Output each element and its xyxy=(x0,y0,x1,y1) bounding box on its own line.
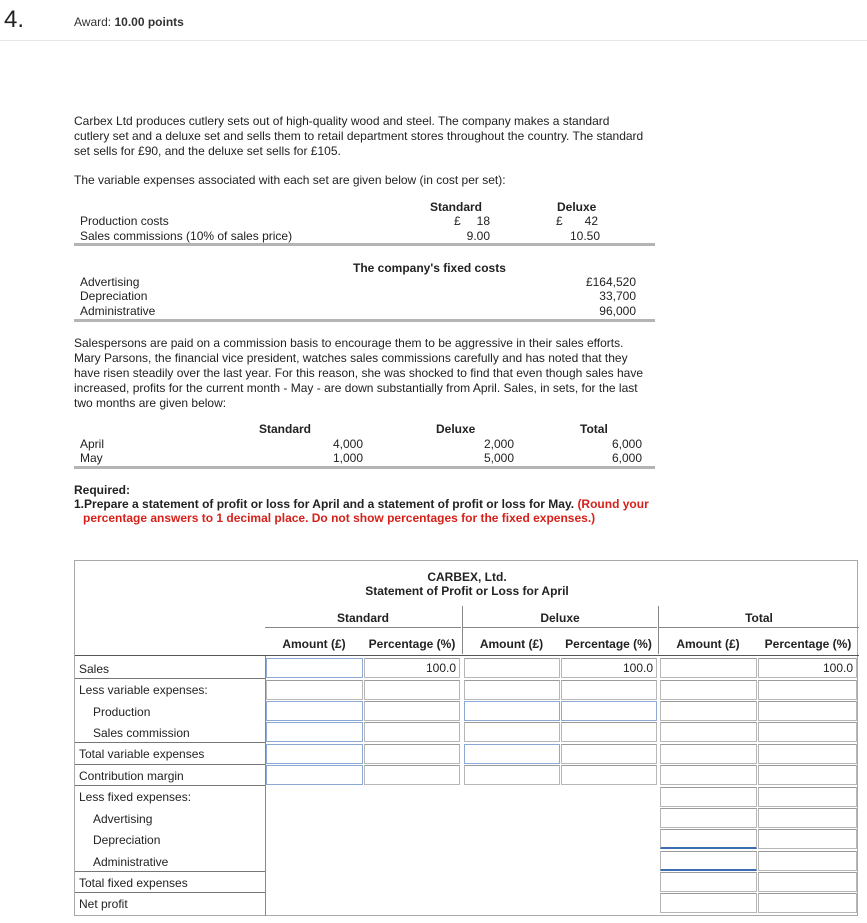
advertising-amount-total-input[interactable] xyxy=(660,808,757,828)
var-row-label: Production costs xyxy=(80,214,169,228)
sales-col-deluxe: Deluxe xyxy=(436,422,476,436)
row-label-less-variable: Less variable expenses: xyxy=(79,683,208,697)
contribution-amount-standard-input[interactable] xyxy=(266,765,363,785)
var-dlx-value: 10.50 xyxy=(569,229,600,243)
sales-col-standard: Standard xyxy=(259,422,312,436)
row-rule xyxy=(75,871,265,872)
group-standard: Standard xyxy=(336,611,389,625)
intro-paragraph xyxy=(74,114,643,159)
production-amount-standard-input[interactable] xyxy=(266,701,363,721)
row-rule xyxy=(75,892,265,893)
commission-amount-standard-input[interactable] xyxy=(266,722,363,742)
depreciation-amount-total-input[interactable] xyxy=(660,829,757,849)
col-amount-standard: Amount (£) xyxy=(282,637,346,651)
var-std-currency: £ xyxy=(454,214,461,228)
production-amount-deluxe-input[interactable] xyxy=(464,701,560,721)
total-fixed-amount-total-input[interactable] xyxy=(660,872,757,892)
blank-cell xyxy=(758,829,857,849)
group-underline xyxy=(463,627,657,628)
sales-total-value: 6,000 xyxy=(611,437,642,451)
production-percentage-standard-input[interactable] xyxy=(364,701,460,721)
contribution-percentage-total-input[interactable] xyxy=(758,765,857,785)
sales-dlx-value: 2,000 xyxy=(483,437,514,451)
blank-cell xyxy=(660,680,757,700)
intro-line-3: set sells for £90, and the deluxe set sells for £105. xyxy=(74,144,341,158)
total-variable-amount-standard-input[interactable] xyxy=(266,744,363,764)
blank-cell xyxy=(758,851,857,871)
total-variable-percentage-total-input[interactable] xyxy=(758,744,857,764)
sales-amount-standard-input[interactable] xyxy=(266,658,363,678)
required-heading: Required: xyxy=(74,483,131,497)
award-value: 10.00 points xyxy=(114,15,184,29)
col-percentage-deluxe: Percentage (%) xyxy=(565,637,652,651)
var-dlx-value: 42 xyxy=(584,214,598,228)
var-std-value: 18 xyxy=(476,214,490,228)
fixed-row-value: 33,700 xyxy=(599,289,636,303)
row-label-contribution-margin: Contribution margin xyxy=(79,769,184,783)
award-points xyxy=(74,15,184,29)
total-variable-percentage-deluxe-input[interactable] xyxy=(561,744,657,764)
commission-percentage-standard-input[interactable] xyxy=(364,722,460,742)
blank-cell xyxy=(660,787,757,807)
header-divider xyxy=(0,40,867,41)
total-variable-amount-deluxe-input[interactable] xyxy=(464,744,560,764)
sales-total-value: 6,000 xyxy=(611,451,642,465)
required-item-number: 1. xyxy=(74,497,85,511)
sales-paragraph-line: Mary Parsons, the financial vice president, watches sales commissions carefully and has noted that they xyxy=(74,351,628,365)
commission-percentage-deluxe-input[interactable] xyxy=(561,722,657,742)
blank-cell xyxy=(758,808,857,828)
contribution-amount-deluxe-input[interactable] xyxy=(464,765,560,785)
contribution-percentage-standard-input[interactable] xyxy=(364,765,460,785)
blank-cell xyxy=(758,872,857,892)
sales-paragraph-line: two months are given below: xyxy=(74,396,227,410)
sales-paragraph-line: have risen steadily over the last year. For this reason, she was shocked to find that even though sales have xyxy=(74,366,643,380)
net-profit-amount-total-input[interactable] xyxy=(660,893,757,913)
fixed-row-label: Administrative xyxy=(80,304,156,318)
sales-std-value: 4,000 xyxy=(332,437,363,451)
sales-percentage-total: 100.0 xyxy=(758,658,857,678)
sales-std-value: 1,000 xyxy=(332,451,363,465)
fixed-row-value: 96,000 xyxy=(599,304,636,318)
col-percentage-total: Percentage (%) xyxy=(764,637,852,651)
fixed-costs-title: The company's fixed costs xyxy=(353,261,506,275)
total-variable-amount-total-input[interactable] xyxy=(660,744,757,764)
statement-worksheet xyxy=(74,560,858,916)
row-label-sales: Sales xyxy=(79,662,110,676)
col-amount-deluxe: Amount (£) xyxy=(479,637,544,651)
group-total: Total xyxy=(745,611,773,625)
var-col-deluxe: Deluxe xyxy=(557,200,597,214)
blank-cell xyxy=(758,680,857,700)
statement-company: CARBEX, Ltd. xyxy=(427,570,507,584)
row-rule xyxy=(75,678,265,679)
fixed-row-label: Advertising xyxy=(80,275,140,289)
var-std-value: 9.00 xyxy=(466,229,490,243)
col-amount-total: Amount (£) xyxy=(676,637,740,651)
sales-percentage-deluxe: 100.0 xyxy=(561,658,657,678)
blank-cell xyxy=(266,680,363,700)
group-underline xyxy=(265,627,461,628)
fixed-row-value: £164,520 xyxy=(585,275,636,289)
fixed-row-label: Depreciation xyxy=(80,289,148,303)
statement-title: Statement of Profit or Loss for April xyxy=(365,584,569,598)
blank-cell xyxy=(464,680,560,700)
var-row-label: Sales commissions (10% of sales price) xyxy=(80,229,293,243)
intro-line-1: Carbex Ltd produces cutlery sets out of high-quality wood and steel. The company makes a standard xyxy=(74,114,610,128)
commission-amount-deluxe-input[interactable] xyxy=(464,722,560,742)
col-percentage-standard: Percentage (%) xyxy=(368,637,456,651)
row-label-advertising: Advertising xyxy=(93,812,153,826)
blank-cell xyxy=(364,680,460,700)
header-rule xyxy=(75,655,859,656)
row-label-production: Production xyxy=(93,705,151,719)
row-rule xyxy=(75,764,265,765)
row-label-less-fixed: Less fixed expenses: xyxy=(79,790,192,804)
group-underline xyxy=(659,627,859,628)
required-item-text: Prepare a statement of profit or loss for April and a statement of profit or loss for May. xyxy=(84,497,575,511)
sales-percentage-standard: 100.0 xyxy=(364,658,460,678)
award-label: Award: xyxy=(74,15,112,29)
required-item xyxy=(74,497,649,512)
sales-dlx-value: 5,000 xyxy=(483,451,514,465)
row-rule xyxy=(75,785,265,786)
var-dlx-currency: £ xyxy=(556,214,563,228)
sales-amount-total-input[interactable] xyxy=(660,658,757,678)
var-col-standard: Standard xyxy=(430,200,483,214)
blank-cell xyxy=(561,680,657,700)
row-label-total-variable: Total variable expenses xyxy=(79,747,205,761)
sales-col-total: Total xyxy=(580,422,608,436)
production-percentage-total-input[interactable] xyxy=(758,701,857,721)
commission-percentage-total-input[interactable] xyxy=(758,722,857,742)
row-label-administrative: Administrative xyxy=(93,855,169,869)
row-label-sales-commission: Sales commission xyxy=(93,726,190,740)
table-divider xyxy=(74,466,655,469)
blank-cell xyxy=(758,787,857,807)
total-variable-percentage-standard-input[interactable] xyxy=(364,744,460,764)
administrative-amount-total-input[interactable] xyxy=(660,851,757,871)
row-label-net-profit: Net profit xyxy=(79,897,128,911)
intro-line-2: cutlery set and a deluxe set and sells them to retail department stores throughout the country. The standard xyxy=(74,129,644,143)
sales-paragraph xyxy=(74,336,643,411)
contribution-amount-total-input[interactable] xyxy=(660,765,757,785)
production-percentage-deluxe-input[interactable] xyxy=(561,701,657,721)
sales-row-label: May xyxy=(80,451,103,465)
variable-intro: The variable expenses associated with each set are given below (in cost per set): xyxy=(74,173,506,187)
production-amount-total-input[interactable] xyxy=(660,701,757,721)
row-label-depreciation: Depreciation xyxy=(93,833,161,847)
sales-row-label: April xyxy=(80,437,105,451)
question-number: 4. xyxy=(4,6,25,33)
table-divider xyxy=(74,243,655,246)
table-divider xyxy=(74,319,655,322)
sales-amount-deluxe-input[interactable] xyxy=(464,658,560,678)
commission-amount-total-input[interactable] xyxy=(660,722,757,742)
net-profit-percentage-total-input[interactable] xyxy=(758,893,857,913)
contribution-percentage-deluxe-input[interactable] xyxy=(561,765,657,785)
row-rule xyxy=(75,742,265,743)
row-label-total-fixed: Total fixed expenses xyxy=(79,876,188,890)
required-note: (Round your xyxy=(577,497,649,511)
required-note-cont: percentage answers to 1 decimal place. Do not show percentages for the fixed expenses.) xyxy=(83,511,596,525)
sales-paragraph-line: Salespersons are paid on a commission basis to encourage them to be aggressive in their sales efforts. xyxy=(74,336,624,350)
sales-paragraph-line: increased, profits for the current month - May - are down substantially from April. Sales, in sets, for the last xyxy=(74,381,638,395)
group-deluxe: Deluxe xyxy=(540,611,580,625)
